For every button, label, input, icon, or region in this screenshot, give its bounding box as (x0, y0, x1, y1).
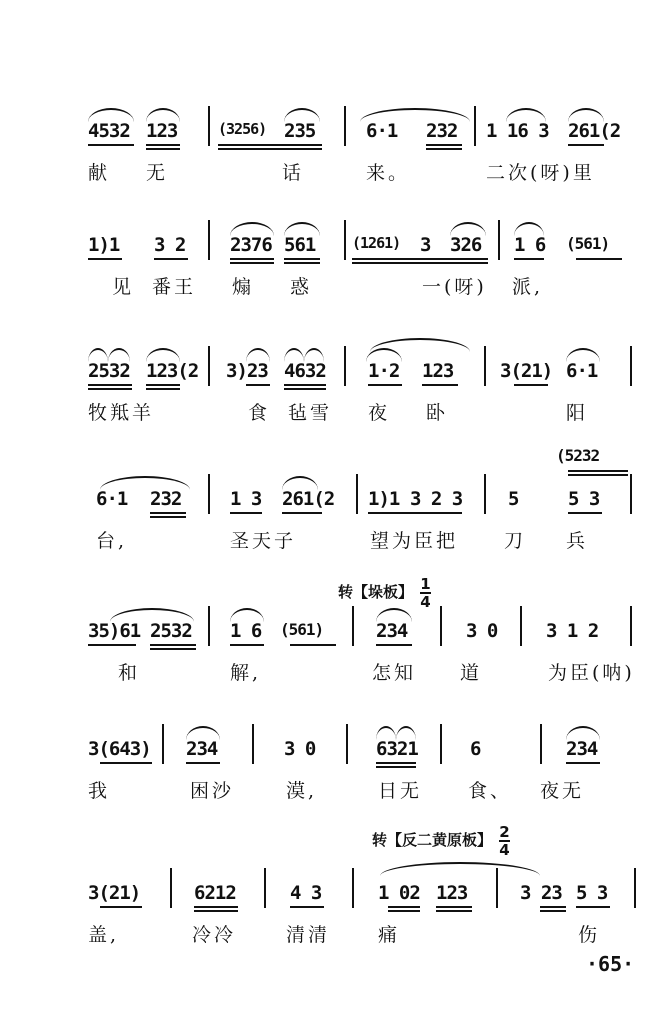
note-group: 1 02 (378, 882, 420, 904)
note-group: 4 3 (290, 882, 322, 904)
note-group: 5 (508, 488, 519, 510)
note-group: 261(2 (568, 120, 621, 142)
lyric: 为臣(呐) (548, 662, 635, 684)
note-group: 6321 (376, 738, 418, 760)
lyric: 盖, (88, 924, 120, 946)
note-group: 3 2 3 (410, 488, 463, 510)
note-group: 3 0 (466, 620, 498, 642)
notation-row (0, 620, 672, 650)
marker-label: 转【垛板】 (338, 583, 414, 601)
lyric: 话 (282, 162, 305, 184)
note-group: 3(21) (88, 882, 141, 904)
note-group: 2532 (150, 620, 192, 642)
note-group: 235 (284, 120, 316, 142)
notation-row (0, 446, 672, 518)
lyric: 二次(呀)里 (486, 162, 595, 184)
note-group: (561) (566, 234, 610, 253)
note-group: (3256) (218, 120, 267, 138)
note-group: 123 (422, 360, 454, 382)
note-group: 234 (186, 738, 218, 760)
lyric: 兵 (566, 530, 589, 552)
note-group: 2376 (230, 234, 272, 256)
time-signature: $\frac{1}{4}$ (420, 575, 431, 611)
note-group: 2532 (88, 360, 130, 382)
lyrics-row (0, 776, 672, 802)
lyric: 困沙 (190, 780, 235, 802)
note-group: 4532 (88, 120, 130, 142)
notation-row (0, 882, 672, 912)
page-number: ·65· (586, 952, 635, 976)
lyric: 来。 (366, 162, 411, 184)
note-group: 561 (284, 234, 316, 256)
lyric: 望为臣把 (370, 530, 459, 552)
note-group: 6212 (194, 882, 236, 904)
time-signature: $\frac{2}{4}$ (499, 823, 510, 859)
note-group: 123(2 (146, 360, 199, 382)
note-group: 1 6 (230, 620, 262, 642)
note-group: 3 0 (284, 738, 316, 760)
lyric: 一(呀) (422, 276, 487, 298)
note-group: 3(643) (88, 738, 151, 760)
note-group: 1)1 (368, 488, 400, 510)
lyric: 痛 (378, 924, 401, 946)
note-group: 3 (420, 234, 431, 256)
notation-row (0, 120, 672, 150)
note-group: 3 1 2 (546, 620, 599, 642)
lyric: 毡雪 (288, 402, 333, 424)
note-group: 123 (436, 882, 468, 904)
note-group: 3)23 (226, 360, 268, 382)
note-group: 5 3 (568, 488, 600, 510)
lyrics-row (0, 920, 672, 946)
note-group: 6·1 (366, 120, 398, 142)
note-group: 3 23 (520, 882, 562, 904)
lyric: 道 (460, 662, 483, 684)
tempo-change-marker (338, 576, 431, 610)
lyric: 冷冷 (192, 924, 237, 946)
lyric: 圣天子 (230, 530, 297, 552)
note-group: 123 (146, 120, 178, 142)
note-group: 234 (566, 738, 598, 760)
notation-row (0, 360, 672, 390)
note-group: 1 16 3 (486, 120, 549, 142)
lyric: 食、 (468, 780, 513, 802)
marker-label: 转【反二黄原板】 (372, 831, 493, 849)
lyric: 煽 (232, 276, 255, 298)
lyric: 解, (230, 662, 262, 684)
lyric: 我 (88, 780, 111, 802)
note-group: 5 3 (576, 882, 608, 904)
lyric: 夜无 (540, 780, 585, 802)
note-group: 6·1 (96, 488, 128, 510)
lyrics-row (0, 526, 672, 552)
lyrics-row (0, 272, 672, 298)
notation-row (0, 234, 672, 264)
tempo-change-marker (372, 824, 510, 858)
lyric: 惑 (290, 276, 313, 298)
note-group: 6 (470, 738, 481, 760)
note-group: 1)1 (88, 234, 120, 256)
lyric: 日无 (378, 780, 423, 802)
lyrics-row (0, 158, 672, 184)
note-group: 326 (450, 234, 482, 256)
note-group: 1·2 (368, 360, 400, 382)
note-group: 3 2 (154, 234, 186, 256)
lyric: 无 (146, 162, 169, 184)
lyric: 漠, (286, 780, 318, 802)
note-group: 232 (150, 488, 182, 510)
lyrics-row (0, 398, 672, 424)
lyric: 伤 (578, 924, 601, 946)
note-group: 234 (376, 620, 408, 642)
lyric: 卧 (426, 402, 449, 424)
lyric: 阳 (566, 402, 589, 424)
notation-row (0, 738, 672, 768)
lyric: 清清 (286, 924, 331, 946)
note-group: 4632 (284, 360, 326, 382)
lyric: 派, (512, 276, 544, 298)
lyric: 台, (96, 530, 128, 552)
lyric: 见 (112, 276, 135, 298)
lyric: 番王 (152, 276, 197, 298)
lyric: 和 (118, 662, 141, 684)
lyric: 夜 (368, 402, 391, 424)
note-group: (1261) (352, 234, 401, 252)
note-group: 261(2 (282, 488, 335, 510)
lyric: 怎知 (372, 662, 417, 684)
note-group: (561) (280, 620, 324, 639)
lyric: 献 (88, 162, 111, 184)
note-group: 3(21) (500, 360, 553, 382)
lyrics-row (0, 658, 672, 684)
note-group: 1 6 (514, 234, 546, 256)
note-group: 6·1 (566, 360, 598, 382)
lyric: 牧羝羊 (88, 402, 155, 424)
note-group: (5232 (556, 446, 600, 465)
note-group: 232 (426, 120, 458, 142)
lyric: 食 (248, 402, 271, 424)
note-group: 1 3 (230, 488, 262, 510)
lyric: 刀 (504, 530, 527, 552)
note-group: 35)61 (88, 620, 141, 642)
